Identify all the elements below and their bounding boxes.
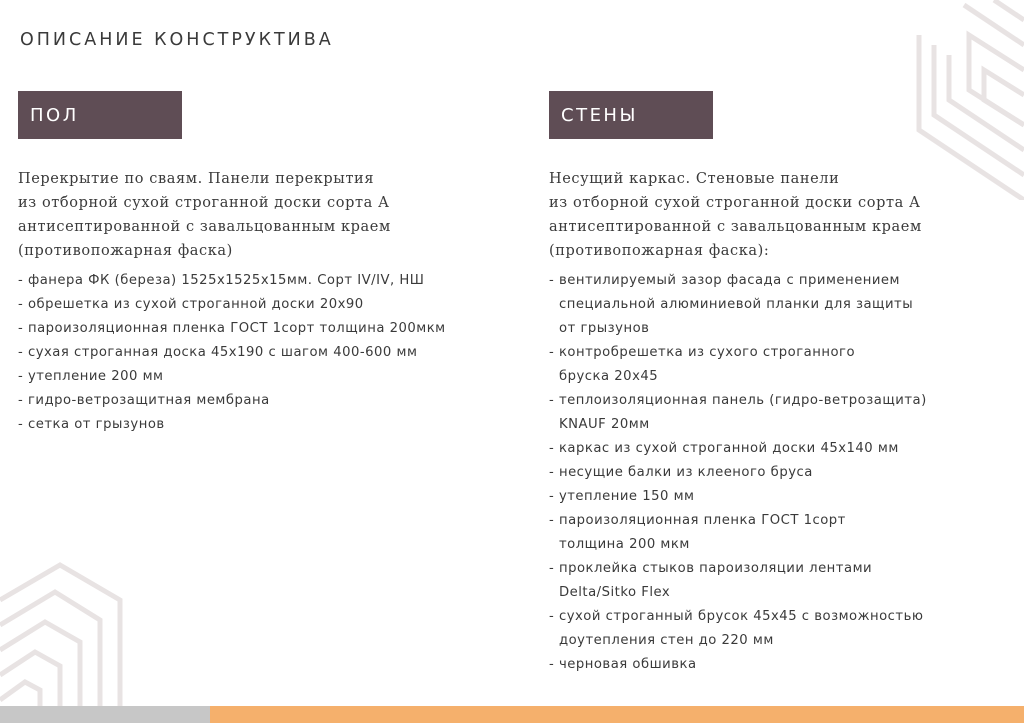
list-item-text: - сухой строганный брусок 45х45 с возможностью: [549, 609, 924, 624]
floor-description-line: (противопожарная фаска): [18, 243, 233, 259]
list-item-text: - проклейка стыков пароизоляции лентами: [549, 561, 873, 576]
list-item: [549, 557, 1019, 605]
list-item-text: - утепление 200 мм: [18, 369, 164, 384]
list-item-text: - черновая обшивка: [549, 657, 697, 672]
floor-description-line: из отборной сухой строганной доски сорта А: [18, 195, 390, 211]
floor-description-line: Перекрытие по сваям. Панели перекрытия: [18, 171, 375, 187]
list-item: [18, 389, 518, 413]
list-item-continuation: толщина 200 мкм: [559, 537, 690, 552]
hexagon-pattern-bottom-left: [0, 540, 150, 723]
walls-tag: СТЕНЫ: [549, 91, 713, 139]
list-item-continuation: Delta/Sitko Flex: [559, 585, 671, 600]
list-item-text: - каркас из сухой строганной доски 45х140 мм: [549, 441, 899, 456]
list-item: [549, 437, 1019, 461]
list-item-text: - сухая строганная доска 45х190 с шагом 400-600 мм: [18, 345, 418, 360]
walls-description-line: (противопожарная фаска):: [549, 243, 770, 259]
floor-tag: ПОЛ: [18, 91, 182, 139]
walls-description-line: из отборной сухой строганной доски сорта А: [549, 195, 921, 211]
list-item-text: - пароизоляционная пленка ГОСТ 1сорт толщина 200мкм: [18, 321, 446, 336]
list-item-continuation: доутепления стен до 220 мм: [559, 633, 774, 648]
list-item: [18, 269, 518, 293]
list-item-continuation: KNAUF 20мм: [559, 417, 650, 432]
list-item-text: - несущие балки из клееного бруса: [549, 465, 813, 480]
bottom-bar-left-segment: [0, 706, 210, 723]
list-item: [18, 413, 518, 437]
list-item-text: - вентилируемый зазор фасада с применением: [549, 273, 900, 288]
list-item: [18, 293, 518, 317]
walls-description-line: Несущий каркас. Стеновые панели: [549, 171, 840, 187]
list-item-text: - обрешетка из сухой строганной доски 20х90: [18, 297, 364, 312]
walls-section: [549, 167, 1019, 677]
floor-description-line: антисептированной с завальцованным краем: [18, 219, 391, 235]
floor-description: [18, 167, 518, 263]
walls-description-line: антисептированной с завальцованным краем: [549, 219, 922, 235]
list-item-text: - гидро-ветрозащитная мембрана: [18, 393, 270, 408]
list-item-text: - сетка от грызунов: [18, 417, 165, 432]
list-item: [549, 509, 1019, 557]
list-item: [549, 485, 1019, 509]
list-item-text: - контробрешетка из сухого строганного: [549, 345, 856, 360]
list-item: [549, 341, 1019, 389]
page-title: ОПИСАНИЕ КОНСТРУКТИВА: [20, 30, 334, 50]
list-item-continuation: бруска 20х45: [559, 369, 659, 384]
list-item: [18, 365, 518, 389]
list-item: [549, 653, 1019, 677]
list-item: [18, 317, 518, 341]
floor-items-list: [18, 269, 518, 437]
list-item-text: - утепление 150 мм: [549, 489, 695, 504]
list-item: [549, 461, 1019, 485]
list-item-text: - пароизоляционная пленка ГОСТ 1сорт: [549, 513, 846, 528]
list-item-continuation: специальной алюминиевой планки для защиты: [559, 297, 914, 312]
walls-items-list: [549, 269, 1019, 677]
list-item: [549, 605, 1019, 653]
walls-description: [549, 167, 1019, 263]
floor-section: [18, 167, 518, 437]
list-item-text: - теплоизоляционная панель (гидро-ветрозащита): [549, 393, 927, 408]
list-item: [549, 269, 1019, 341]
list-item-text: - фанера ФК (береза) 1525х1525х15мм. Сорт IV/IV, НШ: [18, 273, 425, 288]
list-item: [18, 341, 518, 365]
list-item: [549, 389, 1019, 437]
list-item-continuation: от грызунов: [559, 321, 650, 336]
